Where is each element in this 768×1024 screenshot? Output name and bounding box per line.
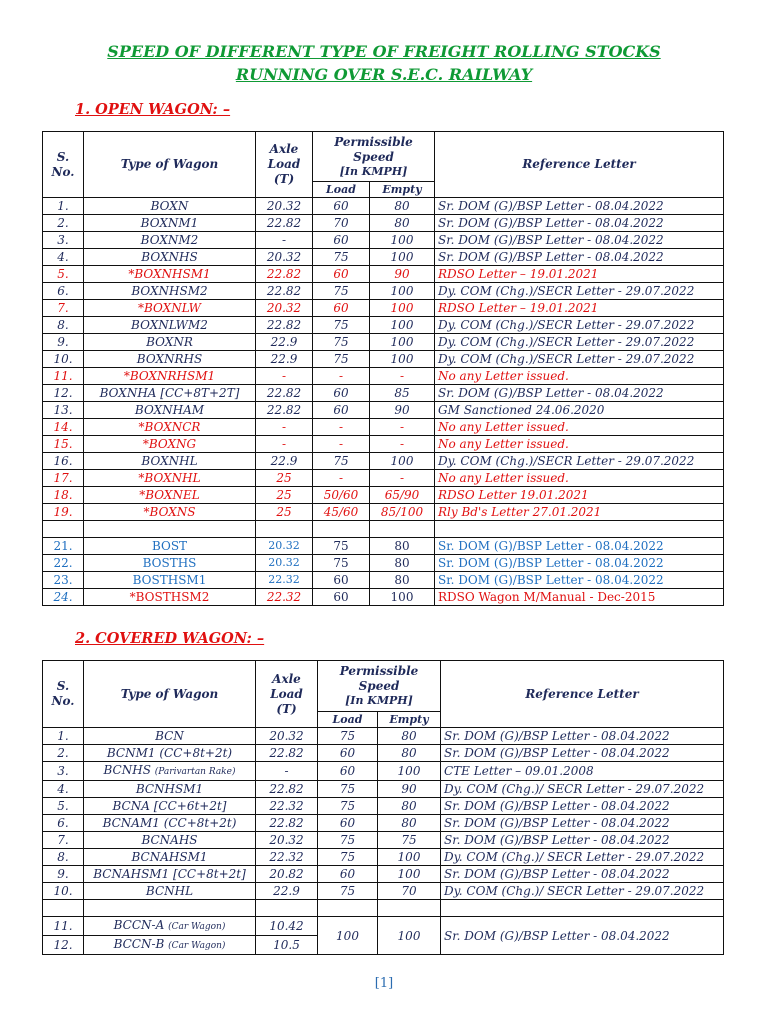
- row-type-main: BCNAHSM1: [131, 850, 208, 864]
- row-type: [84, 521, 256, 538]
- row-type: [84, 832, 256, 849]
- row-axle: 22.32: [256, 572, 313, 589]
- row-ref: Dy. COM (Chg.)/ SECR Letter - 29.07.2022: [441, 849, 724, 866]
- row-sno: 3.: [43, 232, 84, 249]
- row-axle: 20.32: [256, 198, 313, 215]
- row-empty: -: [370, 470, 435, 487]
- row-ref: Dy. COM (Chg.)/SECR Letter - 29.07.2022: [435, 317, 724, 334]
- row-sno: 4.: [43, 249, 84, 266]
- row-type: BOXNLWM2: [84, 317, 256, 334]
- row-axle: 22.82: [256, 402, 313, 419]
- row-empty: 100: [370, 249, 435, 266]
- row-axle: 22.9: [256, 883, 318, 900]
- row-type: *BOXNEL: [84, 487, 256, 504]
- row-type: [84, 936, 256, 955]
- row-empty: 100: [370, 589, 435, 606]
- row-empty: 100: [378, 849, 441, 866]
- row-ref: No any Letter issued.: [435, 470, 724, 487]
- table-row: [43, 198, 724, 215]
- row-type: *BOXNG: [84, 436, 256, 453]
- table-row-blank: [43, 521, 724, 538]
- row-axle: [256, 521, 313, 538]
- header-speed-label: Permissible Speed: [339, 664, 419, 694]
- row-ref: Sr. DOM (G)/BSP Letter - 08.04.2022: [435, 385, 724, 402]
- row-ref: Sr. DOM (G)/BSP Letter - 08.04.2022: [441, 917, 724, 955]
- row-sno: 9.: [43, 334, 84, 351]
- row-axle: -: [256, 232, 313, 249]
- row-ref: Sr. DOM (G)/BSP Letter - 08.04.2022: [441, 728, 724, 745]
- row-sno: 6.: [43, 815, 84, 832]
- row-type: [84, 762, 256, 781]
- page-number: [1]: [374, 976, 394, 991]
- row-axle: 22.32: [256, 589, 313, 606]
- row-type: BOXNHL: [84, 453, 256, 470]
- row-type: BOXNM1: [84, 215, 256, 232]
- row-sno: 7.: [43, 832, 84, 849]
- row-ref: RDSO Letter 19.01.2021: [435, 487, 724, 504]
- row-type: *BOXNHL: [84, 470, 256, 487]
- table-row: [43, 781, 724, 798]
- table-row: [43, 283, 724, 300]
- row-type-main: BCNHS: [103, 763, 155, 777]
- table-row: [43, 917, 724, 936]
- row-sno: 10.: [43, 351, 84, 368]
- table-row: [43, 351, 724, 368]
- row-type: [84, 866, 256, 883]
- row-load: 60: [313, 385, 370, 402]
- row-axle: -: [256, 762, 318, 781]
- row-load: -: [313, 419, 370, 436]
- row-ref: No any Letter issued.: [435, 419, 724, 436]
- row-empty: 80: [378, 815, 441, 832]
- row-sno: 1.: [43, 198, 84, 215]
- row-empty: 100: [370, 232, 435, 249]
- row-type-main: BCN: [155, 729, 184, 743]
- row-type: [84, 815, 256, 832]
- row-sno: 13.: [43, 402, 84, 419]
- row-empty: -: [370, 419, 435, 436]
- row-empty: 80: [370, 538, 435, 555]
- header-speed: [313, 132, 435, 182]
- row-axle: 20.32: [256, 555, 313, 572]
- row-axle: 10.5: [256, 936, 318, 955]
- table-row: [43, 487, 724, 504]
- row-ref: Sr. DOM (G)/BSP Letter - 08.04.2022: [441, 745, 724, 762]
- row-load: 60: [313, 198, 370, 215]
- row-axle: 10.42: [256, 917, 318, 936]
- row-load: 75: [318, 849, 378, 866]
- table-row: [43, 815, 724, 832]
- table-row: [43, 470, 724, 487]
- table-row: [43, 249, 724, 266]
- row-load: [313, 521, 370, 538]
- row-type-main: BCNA [CC+6t+2t]: [112, 799, 227, 813]
- row-load: 75: [318, 883, 378, 900]
- row-load: 60: [318, 815, 378, 832]
- row-sno: 2.: [43, 745, 84, 762]
- title-line-1: SPEED OF DIFFERENT TYPE OF FREIGHT ROLLING STOCKS: [107, 42, 661, 61]
- row-empty: 80: [370, 572, 435, 589]
- row-empty: 100: [378, 866, 441, 883]
- row-empty: 100: [378, 762, 441, 781]
- row-axle: 22.82: [256, 215, 313, 232]
- row-empty: 85/100: [370, 504, 435, 521]
- row-load: 75: [313, 555, 370, 572]
- row-type: BOSTHSM1: [84, 572, 256, 589]
- row-load: 75: [313, 249, 370, 266]
- row-type: BOXN: [84, 198, 256, 215]
- table-row: [43, 883, 724, 900]
- table-row: [43, 300, 724, 317]
- row-sno: 3.: [43, 762, 84, 781]
- row-sno: 7.: [43, 300, 84, 317]
- row-type: *BOXNHSM1: [84, 266, 256, 283]
- row-axle: 22.82: [256, 385, 313, 402]
- header-speed-unit: [In KMPH]: [339, 164, 408, 178]
- row-axle: 20.32: [256, 300, 313, 317]
- row-sno: [43, 521, 84, 538]
- row-load: 75: [313, 453, 370, 470]
- row-empty: -: [370, 436, 435, 453]
- header-speed-unit: [In KMPH]: [345, 694, 413, 708]
- row-ref: CTE Letter – 09.01.2008: [441, 762, 724, 781]
- row-type: BOSTHS: [84, 555, 256, 572]
- row-ref: Sr. DOM (G)/BSP Letter - 08.04.2022: [441, 866, 724, 883]
- row-type-main: BCNAHS: [141, 833, 198, 847]
- row-axle: 22.9: [256, 334, 313, 351]
- row-sno: 22.: [43, 555, 84, 572]
- title-line-2: RUNNING OVER S.E.C. RAILWAY: [235, 65, 533, 84]
- row-ref: Rly Bd's Letter 27.01.2021: [435, 504, 724, 521]
- header-sno: S. No.: [43, 132, 84, 198]
- row-type-main: BCNAHSM1 [CC+8t+2t]: [93, 867, 246, 881]
- row-empty: 100: [370, 334, 435, 351]
- row-type-main: BCNHSM1: [135, 782, 204, 796]
- row-type: BOXNHAM: [84, 402, 256, 419]
- row-type-main: BCCN-A: [113, 918, 169, 932]
- row-axle: 22.82: [256, 815, 318, 832]
- row-axle: 22.32: [256, 798, 318, 815]
- table-row: [43, 402, 724, 419]
- row-load: 75: [318, 728, 378, 745]
- row-type: *BOXNLW: [84, 300, 256, 317]
- header-empty: Empty: [378, 712, 441, 728]
- row-sno: 16.: [43, 453, 84, 470]
- row-empty: 90: [378, 781, 441, 798]
- row-type: BOST: [84, 538, 256, 555]
- row-empty: 80: [370, 215, 435, 232]
- row-ref: No any Letter issued.: [435, 436, 724, 453]
- table-row: [43, 504, 724, 521]
- row-ref: Dy. COM (Chg.)/ SECR Letter - 29.07.2022: [441, 883, 724, 900]
- row-load: -: [313, 436, 370, 453]
- row-load: 100: [318, 917, 378, 955]
- row-sno: 14.: [43, 419, 84, 436]
- row-empty: 100: [370, 283, 435, 300]
- row-type-main: BCNM1 (CC+8t+2t): [106, 746, 233, 760]
- row-load: 60: [318, 866, 378, 883]
- row-load: 50/60: [313, 487, 370, 504]
- table-row: [43, 589, 724, 606]
- table-row: [43, 334, 724, 351]
- row-empty: 100: [378, 917, 441, 955]
- row-ref: GM Sanctioned 24.06.2020: [435, 402, 724, 419]
- row-empty: 85: [370, 385, 435, 402]
- row-ref: Sr. DOM (G)/BSP Letter - 08.04.2022: [441, 798, 724, 815]
- row-axle: 22.82: [256, 266, 313, 283]
- row-sno: 2.: [43, 215, 84, 232]
- row-empty: 80: [370, 198, 435, 215]
- row-sno: 24.: [43, 589, 84, 606]
- row-type-main: BCNAM1 (CC+8t+2t): [102, 816, 237, 830]
- row-sno: 5.: [43, 266, 84, 283]
- row-ref: Sr. DOM (G)/BSP Letter - 08.04.2022: [435, 198, 724, 215]
- row-load: 75: [313, 334, 370, 351]
- header-ref: Reference Letter: [441, 661, 724, 728]
- row-empty: -: [370, 368, 435, 385]
- row-axle: -: [256, 419, 313, 436]
- header-load: Load: [313, 182, 370, 198]
- table-row: [43, 538, 724, 555]
- header-ref: Reference Letter: [435, 132, 724, 198]
- row-axle: 20.32: [256, 249, 313, 266]
- row-axle: 20.32: [256, 538, 313, 555]
- row-ref: RDSO Wagon M/Manual - Dec-2015: [435, 589, 724, 606]
- row-type: BOXNHA [CC+8T+2T]: [84, 385, 256, 402]
- row-axle: 22.82: [256, 745, 318, 762]
- row-empty: 80: [370, 555, 435, 572]
- row-sno: 21.: [43, 538, 84, 555]
- row-ref: Sr. DOM (G)/BSP Letter - 08.04.2022: [435, 215, 724, 232]
- row-type: *BOSTHSM2: [84, 589, 256, 606]
- header-speed: [318, 661, 441, 712]
- row-sno: 4.: [43, 781, 84, 798]
- header-axle: Axle Load (T): [256, 132, 313, 198]
- row-empty: 80: [378, 728, 441, 745]
- row-sno: 17.: [43, 470, 84, 487]
- row-axle: 22.9: [256, 453, 313, 470]
- row-ref: Dy. COM (Chg.)/SECR Letter - 29.07.2022: [435, 334, 724, 351]
- row-axle: 20.32: [256, 832, 318, 849]
- table-row: [43, 762, 724, 781]
- row-empty: 65/90: [370, 487, 435, 504]
- row-load: 45/60: [313, 504, 370, 521]
- row-sno: 11.: [43, 917, 84, 936]
- row-load: 60: [313, 589, 370, 606]
- table-row: [43, 436, 724, 453]
- table-row: [43, 232, 724, 249]
- row-load: 75: [318, 781, 378, 798]
- row-ref: No any Letter issued.: [435, 368, 724, 385]
- row-load: 75: [313, 351, 370, 368]
- row-type: BOXNR: [84, 334, 256, 351]
- row-load: 75: [313, 538, 370, 555]
- row-load: 75: [313, 283, 370, 300]
- row-load: 75: [318, 798, 378, 815]
- row-type: [84, 917, 256, 936]
- row-sno: 6.: [43, 283, 84, 300]
- header-axle: Axle Load (T): [256, 661, 318, 728]
- row-sno: 8.: [43, 317, 84, 334]
- row-ref: RDSO Letter – 19.01.2021: [435, 266, 724, 283]
- row-type: [84, 728, 256, 745]
- table-row: [43, 215, 724, 232]
- row-empty: 70: [378, 883, 441, 900]
- row-ref: Sr. DOM (G)/BSP Letter - 08.04.2022: [435, 538, 724, 555]
- header-type: Type of Wagon: [84, 132, 256, 198]
- row-sno: 18.: [43, 487, 84, 504]
- table-row-blank: [43, 900, 724, 917]
- table-row: [43, 572, 724, 589]
- row-sno: 5.: [43, 798, 84, 815]
- row-sno: 15.: [43, 436, 84, 453]
- row-type-note: (Car Wagon): [168, 941, 226, 951]
- header-speed-label: Permissible Speed: [334, 134, 413, 164]
- row-empty: 90: [370, 402, 435, 419]
- header-type: Type of Wagon: [84, 661, 256, 728]
- row-axle: 22.82: [256, 317, 313, 334]
- section-covered-wagon-title: 2. COVERED WAGON: –: [75, 630, 265, 647]
- row-load: 60: [313, 266, 370, 283]
- row-empty: 100: [370, 317, 435, 334]
- row-ref: Dy. COM (Chg.)/SECR Letter - 29.07.2022: [435, 453, 724, 470]
- row-axle: 20.82: [256, 866, 318, 883]
- row-ref: RDSO Letter – 19.01.2021: [435, 300, 724, 317]
- row-empty: 80: [378, 798, 441, 815]
- row-axle: 25: [256, 487, 313, 504]
- row-axle: 20.32: [256, 728, 318, 745]
- row-empty: 100: [370, 300, 435, 317]
- row-empty: 80: [378, 745, 441, 762]
- row-empty: [370, 521, 435, 538]
- row-axle: 22.82: [256, 781, 318, 798]
- row-type: [84, 745, 256, 762]
- row-axle: 25: [256, 504, 313, 521]
- row-empty: 90: [370, 266, 435, 283]
- row-axle: -: [256, 368, 313, 385]
- row-load: 60: [318, 762, 378, 781]
- row-type: [84, 883, 256, 900]
- row-type-main: BCCN-B: [113, 937, 169, 951]
- row-load: 70: [313, 215, 370, 232]
- row-sno: 10.: [43, 883, 84, 900]
- covered-wagon-table: [42, 660, 724, 955]
- table-row: [43, 266, 724, 283]
- row-type: [84, 798, 256, 815]
- row-ref: Dy. COM (Chg.)/SECR Letter - 29.07.2022: [435, 351, 724, 368]
- table-row: [43, 745, 724, 762]
- row-axle: 25: [256, 470, 313, 487]
- row-sno: 9.: [43, 866, 84, 883]
- row-type-note: (Car Wagon): [168, 922, 226, 932]
- table-row: [43, 419, 724, 436]
- row-axle: 22.32: [256, 849, 318, 866]
- row-type: BOXNHSM2: [84, 283, 256, 300]
- table-row: [43, 368, 724, 385]
- row-ref: Dy. COM (Chg.)/SECR Letter - 29.07.2022: [435, 283, 724, 300]
- row-sno: 23.: [43, 572, 84, 589]
- row-type-note: (Parivartan Rake): [154, 767, 236, 777]
- table-row: [43, 385, 724, 402]
- row-ref: [435, 521, 724, 538]
- row-ref: Sr. DOM (G)/BSP Letter - 08.04.2022: [435, 232, 724, 249]
- row-load: 60: [318, 745, 378, 762]
- row-sno: 12.: [43, 385, 84, 402]
- row-ref: Sr. DOM (G)/BSP Letter - 08.04.2022: [441, 815, 724, 832]
- row-ref: Sr. DOM (G)/BSP Letter - 08.04.2022: [441, 832, 724, 849]
- row-type: BOXNM2: [84, 232, 256, 249]
- row-load: 60: [313, 572, 370, 589]
- row-empty: 100: [370, 453, 435, 470]
- table-row: [43, 555, 724, 572]
- header-empty: Empty: [370, 182, 435, 198]
- row-type-main: BCNHL: [145, 884, 194, 898]
- table-row: [43, 317, 724, 334]
- header-sno: S. No.: [43, 661, 84, 728]
- open-wagon-table: [42, 131, 724, 606]
- row-load: 75: [313, 317, 370, 334]
- table-row: [43, 832, 724, 849]
- row-ref: Sr. DOM (G)/BSP Letter - 08.04.2022: [435, 249, 724, 266]
- row-load: 75: [318, 832, 378, 849]
- row-axle: 22.82: [256, 283, 313, 300]
- row-load: 60: [313, 232, 370, 249]
- row-empty: 100: [370, 351, 435, 368]
- row-type: *BOXNS: [84, 504, 256, 521]
- row-type: [84, 849, 256, 866]
- row-load: 60: [313, 402, 370, 419]
- row-sno: 12.: [43, 936, 84, 955]
- row-type: *BOXNRHSM1: [84, 368, 256, 385]
- table-row: [43, 866, 724, 883]
- row-axle: 22.9: [256, 351, 313, 368]
- row-type: [84, 781, 256, 798]
- row-type: BOXNHS: [84, 249, 256, 266]
- table-row: [43, 728, 724, 745]
- table-row: [43, 798, 724, 815]
- row-empty: 75: [378, 832, 441, 849]
- row-ref: Sr. DOM (G)/BSP Letter - 08.04.2022: [435, 555, 724, 572]
- header-load: Load: [318, 712, 378, 728]
- row-type: *BOXNCR: [84, 419, 256, 436]
- row-ref: Sr. DOM (G)/BSP Letter - 08.04.2022: [435, 572, 724, 589]
- section-open-wagon-title: 1. OPEN WAGON: –: [75, 101, 231, 118]
- row-sno: 8.: [43, 849, 84, 866]
- row-sno: 1.: [43, 728, 84, 745]
- table-row: [43, 849, 724, 866]
- row-ref: Dy. COM (Chg.)/ SECR Letter - 29.07.2022: [441, 781, 724, 798]
- row-load: -: [313, 470, 370, 487]
- row-load: -: [313, 368, 370, 385]
- row-axle: -: [256, 436, 313, 453]
- table-row: [43, 453, 724, 470]
- row-sno: 11.: [43, 368, 84, 385]
- row-type: BOXNRHS: [84, 351, 256, 368]
- row-sno: 19.: [43, 504, 84, 521]
- row-load: 60: [313, 300, 370, 317]
